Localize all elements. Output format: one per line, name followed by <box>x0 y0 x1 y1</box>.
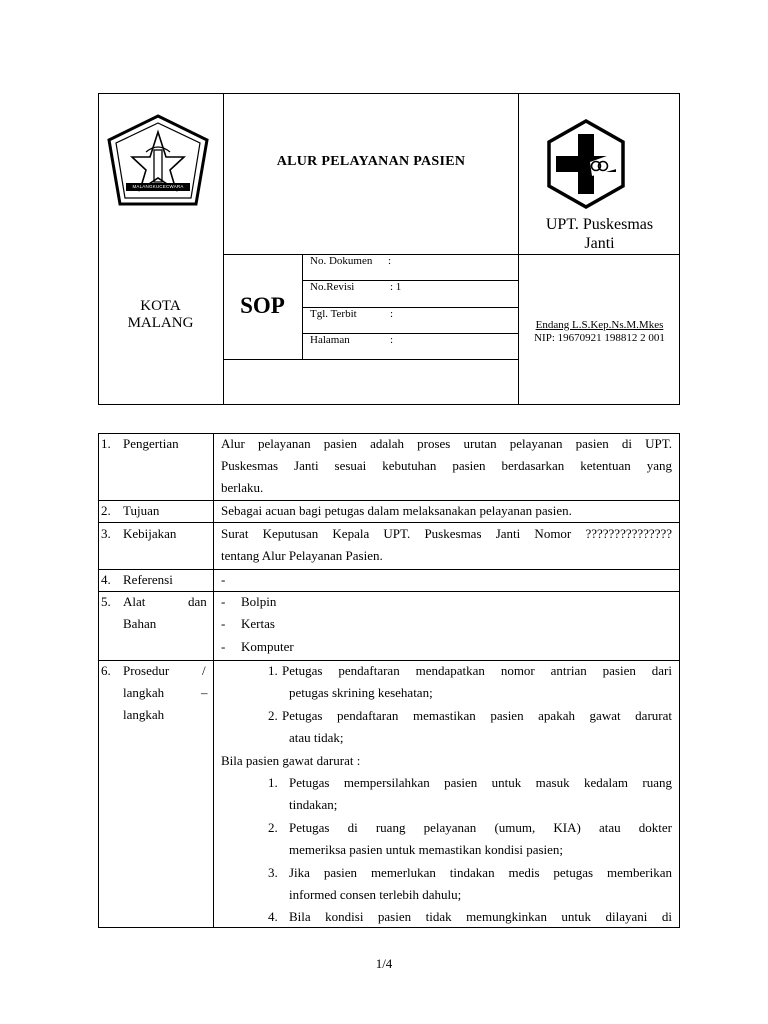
row-label: Alat <box>123 594 146 609</box>
field-label: No. Dokumen <box>310 255 373 267</box>
row-number: 5. <box>101 594 111 609</box>
row-text: Sebagai acuan bagi petugas dalam melaksanakan pelayanan pasien. <box>221 503 572 518</box>
puskesmas-logo <box>540 118 632 210</box>
row-label: Pengertian <box>123 436 179 451</box>
logo-banner-text: MALANGKUCECWARA <box>132 184 184 189</box>
list-item: Kertas <box>241 616 275 631</box>
row-text: Puskesmas Janti sesuai kebutuhan pasien berdasarkan ketentuan yang <box>221 458 672 473</box>
document-title: ALUR PELAYANAN PASIEN <box>276 154 466 169</box>
organization-name: UPT. Puskesmas Janti <box>545 216 654 252</box>
step-text: Jika pasien memerlukan tindakan medis petugas memberikan <box>289 865 672 880</box>
row-text: Alur pelayanan pasien adalah proses urutan pelayanan pasien di UPT. <box>221 436 672 451</box>
list-bullet: - <box>221 594 226 609</box>
row-label: Kebijakan <box>123 526 177 541</box>
step-text: Petugas pendaftaran mendapatkan nomor antrian pasien dari <box>282 663 672 678</box>
step-number: 4. <box>268 909 278 924</box>
header-divider <box>223 359 519 360</box>
subheading: Bila pasien gawat darurat : <box>221 753 361 768</box>
step-number: 3. <box>268 865 278 880</box>
row-label: dan <box>188 594 207 609</box>
list-item: Bolpin <box>241 594 277 609</box>
row-label: Referensi <box>123 572 173 587</box>
field-value: : <box>388 255 392 267</box>
city-name: KOTA MALANG <box>127 298 194 331</box>
field-label: No.Revisi <box>310 281 355 293</box>
header-divider <box>223 254 680 255</box>
step-text: petugas skrining kesehatan; <box>289 685 433 700</box>
step-text: Petugas pendaftaran memastikan pasien apakah gawat darurat <box>282 708 672 723</box>
step-number: 1. <box>268 775 278 790</box>
signer-nip: NIP: 19670921 198812 2 001 <box>534 332 665 344</box>
row-number: 1. <box>101 436 111 451</box>
field-label: Tgl. Terbit <box>310 308 357 320</box>
row-text: - <box>221 572 226 587</box>
city-seal-logo <box>104 112 212 208</box>
row-label: Prosedur <box>123 663 170 678</box>
step-number: 1. <box>268 663 278 678</box>
step-number: 2. <box>268 820 278 835</box>
row-number: 6. <box>101 663 111 678</box>
field-value: : <box>390 308 394 320</box>
signer-name: Endang L.S.Kep.Ns.M.Mkes <box>535 319 664 331</box>
list-item: Komputer <box>241 639 294 654</box>
field-label: Halaman <box>310 334 350 346</box>
step-text: memeriksa pasien untuk memastikan kondisi pasien; <box>289 842 564 857</box>
sop-label: SOP <box>240 293 285 318</box>
row-label: Bahan <box>123 616 157 631</box>
step-text: Petugas mempersilahkan pasien untuk masuk kedalam ruang <box>289 775 672 790</box>
row-number: 4. <box>101 572 111 587</box>
step-text: Petugas di ruang pelayanan (umum, KIA) atau dokter <box>289 820 672 835</box>
row-number: 2. <box>101 503 111 518</box>
content-divider <box>213 433 214 927</box>
row-label: Tujuan <box>123 503 160 518</box>
list-bullet: - <box>221 639 226 654</box>
row-text: tentang Alur Pelayanan Pasien. <box>221 548 383 563</box>
row-divider <box>98 591 680 592</box>
field-value: : 1 <box>390 281 402 293</box>
row-text: berlaku. <box>221 480 264 495</box>
page-number: 1/4 <box>375 956 393 971</box>
row-label: – <box>201 685 208 700</box>
row-label: langkah <box>123 685 165 700</box>
step-number: 2. <box>268 708 278 723</box>
row-divider <box>98 569 680 570</box>
row-label: langkah <box>123 707 165 722</box>
step-text: tindakan; <box>289 797 338 812</box>
step-text: informed consen terlebih dahulu; <box>289 887 462 902</box>
step-text: Bila kondisi pasien tidak memungkinkan untuk dilayani di <box>289 909 672 924</box>
row-number: 3. <box>101 526 111 541</box>
field-value: : <box>390 334 394 346</box>
list-bullet: - <box>221 616 226 631</box>
row-label: / <box>202 663 206 678</box>
step-text: atau tidak; <box>289 730 344 745</box>
row-text: Surat Keputusan Kepala UPT. Puskesmas Janti Nomor ??????????????? <box>221 526 672 541</box>
